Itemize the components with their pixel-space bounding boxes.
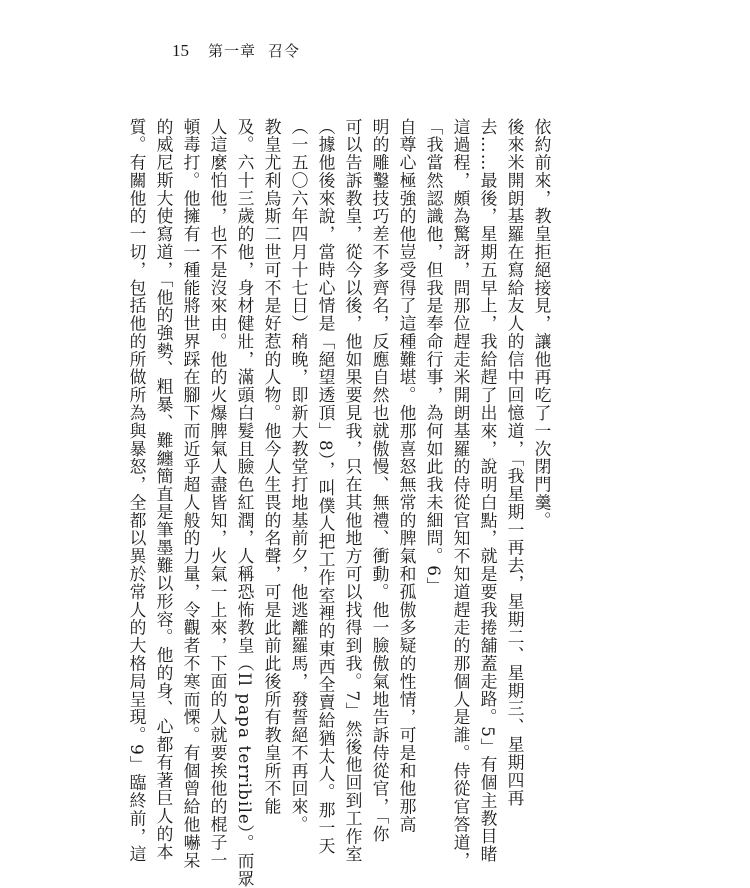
text-line: （一五〇六年四月十七日）稍晚，即新大教堂打地基前夕，他逃離羅馬，發誓絕不再回來。: [289, 118, 309, 834]
text-line: 教皇尤利烏斯二世可不是好惹的人物。他今人生畏的名聲，可是此前此後所有教皇所不能: [262, 118, 282, 816]
text-line: 及。六十三歲的他，身材健壯，滿頭白髮且臉色紅潤，人稱恐怖教皇（Il papa terribile）。而眾: [235, 118, 255, 888]
text-line: 依約前來，教皇拒絕接見，讓他再吃了一次閉門羹。: [532, 118, 552, 530]
paragraph: [123, 118, 285, 888]
text-line: （據他後來說，當時心情是「絕望透頂」8），叫僕人把工作室裡的東西全賣給猶太人。那一天: [316, 118, 336, 855]
text-line: 明的雕鑿技巧差不多齊名，反應自然也就傲慢、無禮、衝動。他一臉傲氣地告訴侍從官，「你: [370, 118, 390, 844]
text-line: 去……最後，星期五早上，我給趕了出來，說明白點，就是要我捲舖蓋走路。5」有個主教目睹: [478, 118, 498, 864]
text-line: 人這麼怕他，也不是沒來由。他的火爆脾氣人盡皆知，火氣一上來，下面的人就要挨他的棍子一: [208, 118, 228, 870]
text-line: 這過程，頗為驚訝，問那位趕走米開朗基羅的侍從官知不知道趕走的那個人是誰。侍從官答道，: [451, 118, 471, 870]
text-line: 質。有關他的一切，包括他的所做所為與暴怒，全都以異於常人的大格局呈現。9」臨終前，這: [127, 118, 147, 864]
text-line: 的威尼斯大使寫道，「他的強勢、粗暴、難纏簡直是筆墨難以形容。他的身、心都有著巨人的本: [154, 118, 174, 861]
chapter-label: 第一章: [208, 44, 257, 60]
text-line: 「我當然認識他，但我是奉命行事，為何如此我未細問。6」: [424, 118, 444, 595]
paragraph: [420, 118, 528, 870]
body-text: [123, 118, 555, 888]
text-line: 後來米開朗基羅在寫給友人的信中回憶道，「我星期一再去，星期二、星期三、星期四再: [505, 118, 525, 808]
text-line: 自尊心極強的他豈受得了這種難堪。他那喜怒無常的脾氣和孤傲多疑的性情，可是和他那高: [397, 118, 417, 834]
text-line: 可以告訴教皇，從今以後，他如果要見我，只在其他地方可以找得到我。7」然後他回到工作室: [343, 118, 363, 864]
chapter-title: 召令: [268, 44, 301, 60]
running-header: [172, 40, 300, 61]
text-line: 頓毒打。他擁有一種能將世界踩在腳下而近乎超人般的力量，令觀者不寒而慄。有個曾給他嚇呆: [181, 118, 201, 870]
page-number: 15: [172, 41, 189, 60]
paragraph: [285, 118, 420, 864]
paragraph: [528, 118, 555, 730]
